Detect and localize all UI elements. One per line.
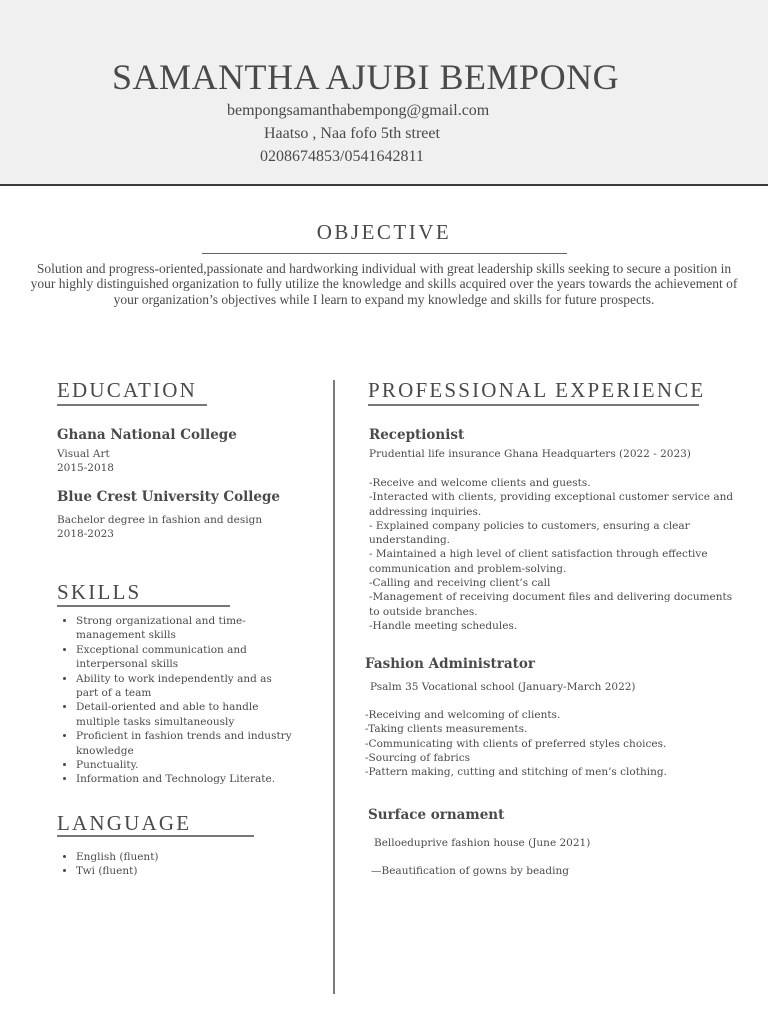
objective-heading: OBJECTIVE — [316, 220, 452, 244]
objective-divider — [202, 253, 567, 254]
education-school: Ghana National College — [57, 427, 237, 443]
skills-heading: SKILLS — [57, 580, 142, 604]
job-title: Surface ornament — [368, 807, 505, 823]
job-title: Fashion Administrator — [365, 656, 535, 672]
skill-item: • Detail-oriented and able to handle multiple tasks simultaneously — [76, 700, 294, 729]
job-duties: -Receiving and welcoming of clients. -Taking clients measurements. -Communicating with clients of preferred styles choices. -Sourcing of fabrics -Pattern making, cutting and stitching of men’s clothing. — [365, 709, 667, 779]
column-divider — [333, 380, 335, 994]
job-title: Receptionist — [369, 427, 465, 443]
job-duties: —Beautification of gowns by beading — [371, 865, 569, 877]
experience-heading: PROFESSIONAL EXPERIENCE — [368, 378, 706, 402]
skill-item: • Exceptional communication and interpersonal skills — [76, 643, 294, 672]
contact-phone: 0208674853/0541642811 — [260, 148, 424, 165]
job-organization: Belloeduprive fashion house (June 2021) — [374, 837, 591, 849]
education-divider — [57, 404, 207, 406]
language-heading: LANGUAGE — [57, 811, 192, 835]
contact-email: bempongsamanthabempong@gmail.com — [227, 102, 490, 119]
skill-item: • Punctuality. — [76, 758, 294, 772]
education-years: 2015-2018 — [57, 462, 114, 474]
contact-address: Haatso , Naa fofo 5th street — [264, 125, 440, 142]
skill-item: • Proficient in fashion trends and industry knowledge — [76, 729, 294, 758]
language-divider — [57, 835, 254, 837]
language-item: • English (fluent) — [76, 850, 294, 864]
education-program: Visual Art — [57, 448, 110, 460]
education-years: 2018-2023 — [57, 528, 114, 540]
candidate-name: SAMANTHA AJUBI BEMPONG — [112, 57, 620, 97]
language-list — [57, 850, 294, 879]
education-program: Bachelor degree in fashion and design — [57, 514, 263, 526]
resume-header — [0, 0, 768, 186]
job-organization: Psalm 35 Vocational school (January-March 2022) — [370, 681, 636, 693]
objective-text: Solution and progress-oriented,passionate and hardworking individual with great leadership skills seeking to secure a position in your highly distinguished organization to fully utilize the knowledge and skills acquired over the years towards the achievement of your organization’s objectives while I learn to expand my knowledge and skills for future prospects. — [30, 261, 738, 307]
language-item: • Twi (fluent) — [76, 864, 294, 878]
education-school: Blue Crest University College — [57, 489, 281, 505]
job-duties: -Receive and welcome clients and guests. -Interacted with clients, providing exceptional customer service and addressing inquiries. - Explained company policies to customers, ensuring a clear understanding. - Maintained a high level of client satisfaction through effective communication and problem-solving. -Calling and receiving client’s call -Management of receiving document files and delivering documents to outside branches. -Handle meeting schedules. — [369, 477, 734, 632]
skills-divider — [57, 605, 230, 607]
skill-item: • Ability to work independently and as part of a team — [76, 672, 294, 701]
job-organization: Prudential life insurance Ghana Headquarters (2022 - 2023) — [369, 448, 691, 460]
experience-divider — [368, 404, 699, 406]
skills-list — [57, 614, 294, 787]
skill-item: • Information and Technology Literate. — [76, 772, 294, 786]
skill-item: • Strong organizational and time-management skills — [76, 614, 294, 643]
education-heading: EDUCATION — [57, 378, 197, 402]
